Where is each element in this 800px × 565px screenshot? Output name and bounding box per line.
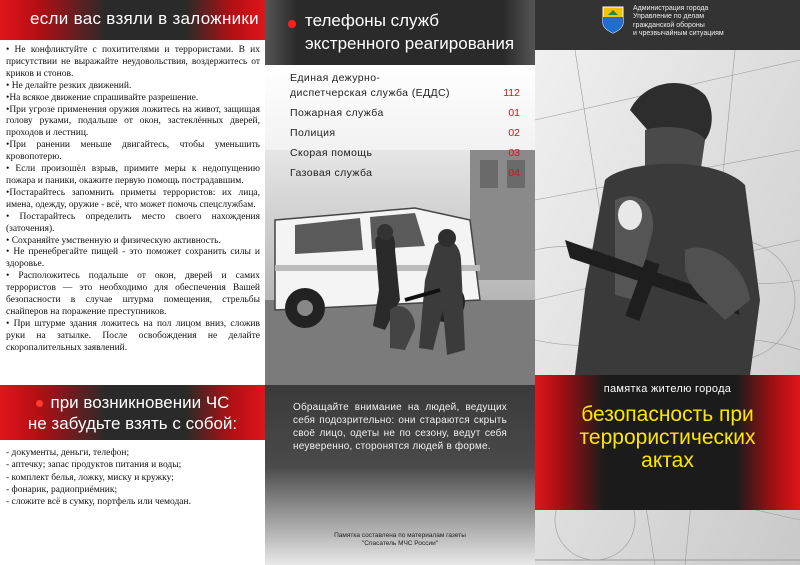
service-number: 01 (508, 107, 520, 119)
source-line: Памятка составлена по материалам газеты (334, 532, 466, 539)
rule-item: • Постарайтесь определить место своего нахождения (заточения). (6, 211, 260, 234)
rule-item: • Не пренебрегайте пищей - это поможет сохранить силы и здоровье. (6, 247, 260, 270)
org-line: Администрация города (633, 5, 709, 12)
bullet-dot-icon (36, 400, 43, 407)
phone-row (290, 167, 520, 187)
rule-item: • Не делайте резких движений. (6, 80, 132, 91)
rule-item: •На всякое движение спрашивайте разрешение. (6, 92, 199, 103)
service-name: Скорая помощь (290, 147, 373, 159)
rule-item: •При ранении меньше двигайтесь, чтобы уменьшить кровопотерю. (6, 140, 260, 163)
bullet-dot-icon (288, 20, 296, 28)
org-line: и чрезвычайным ситуациям (633, 30, 724, 38)
hostage-panel (0, 0, 265, 565)
hostage-rules-list (6, 45, 260, 355)
service-number: 02 (508, 127, 520, 139)
title-line: актах (641, 449, 694, 472)
source-line: "Спасатель МЧС России" (361, 540, 439, 547)
list-item: - документы, деньги, телефон; (6, 448, 130, 458)
list-item: - аптечку; запас продуктов питания и воды; (6, 460, 182, 471)
title-line: безопасность при (581, 403, 754, 426)
service-name: Единая дежурно- (290, 72, 381, 84)
cover-subtitle: памятка жителю города (603, 383, 732, 395)
hostage-header-banner (0, 0, 265, 40)
emergency-header-line1: при возникновении ЧС (0, 392, 265, 413)
source-credit (265, 532, 535, 548)
suspicious-people-notice: Обращайте внимание на людей, ведущих себя подозрительно: они стараются скрыть своё лицо, одеты не по сезону, ведут себя неуверенно, сторонятся людей в форме. (293, 402, 507, 452)
phones-header-line1: телефоны служб (305, 11, 440, 30)
phones-panel (265, 0, 535, 565)
phone-list (290, 72, 520, 187)
rule-item: • При штурме здания ложитесь на пол лицом вниз, сложив руки на затылке. После освобождения не делайте скоропалительных заявлений. (6, 318, 260, 353)
service-number: 112 (503, 87, 520, 99)
phone-row (290, 107, 520, 127)
emergency-header-line2: не забудьте взять с собой: (27, 414, 238, 433)
phone-row (290, 127, 520, 147)
phone-row (290, 147, 520, 167)
hostage-header: если вас взяли в заложники (30, 9, 259, 28)
phone-row (290, 87, 520, 107)
cover-panel (535, 0, 800, 565)
emergency-items-list (6, 447, 260, 508)
list-item: - сложите всё в сумку, портфель или чемодан. (6, 497, 191, 508)
city-emblem-icon (601, 5, 625, 35)
service-number: 03 (508, 147, 520, 159)
service-name: Газовая служба (290, 167, 373, 179)
phones-header-banner (265, 0, 535, 65)
list-item: - комплект белья, ложку, миску и кружку; (6, 472, 174, 483)
rule-item: • Расположитесь подальше от окон, дверей и самих террористов — это необходимо для обеспечения Вашей безопасности в случае штурма помещения, стрельбы снайперов на поражение преступников. (6, 271, 260, 317)
service-number: 04 (508, 167, 520, 179)
org-name (633, 5, 724, 39)
cover-title (535, 403, 800, 472)
service-name: Полиция (290, 127, 336, 139)
service-name: Пожарная служба (290, 107, 384, 119)
rule-item: •При угрозе применения оружия ложитесь на живот, защищая голову руками, подальше от окон, застеклённых дверей, проходов и лестниц. (6, 104, 260, 139)
title-line: террористических (579, 426, 756, 449)
org-line: гражданской обороны (633, 21, 705, 29)
phones-header-line2: экстренного реагирования (305, 34, 515, 53)
rule-item: • Сохраняйте умственную и физическую активность. (6, 235, 221, 246)
rule-item: • Если произошёл взрыв, примите меры к недопущению пожара и паники, окажите первую помощь пострадавшим. (6, 164, 260, 186)
service-name: диспетчерская служба (ЕДДС) (290, 87, 450, 99)
rule-item: •Постарайтесь запомнить приметы террористов: их лица, имена, одежду, оружие - всё, что может помочь спецслужбам. (6, 187, 260, 210)
emergency-header-banner (0, 385, 265, 440)
org-line: Управление по делам (633, 13, 705, 21)
rule-item: • Не конфликтуйте с похитителями и террористами. В их присутствии не выражайте неудовольствия, воздержитесь от криков и стонов. (6, 45, 260, 79)
phone-row (290, 72, 520, 87)
list-item: - фонарик, радиоприёмник; (6, 484, 118, 495)
